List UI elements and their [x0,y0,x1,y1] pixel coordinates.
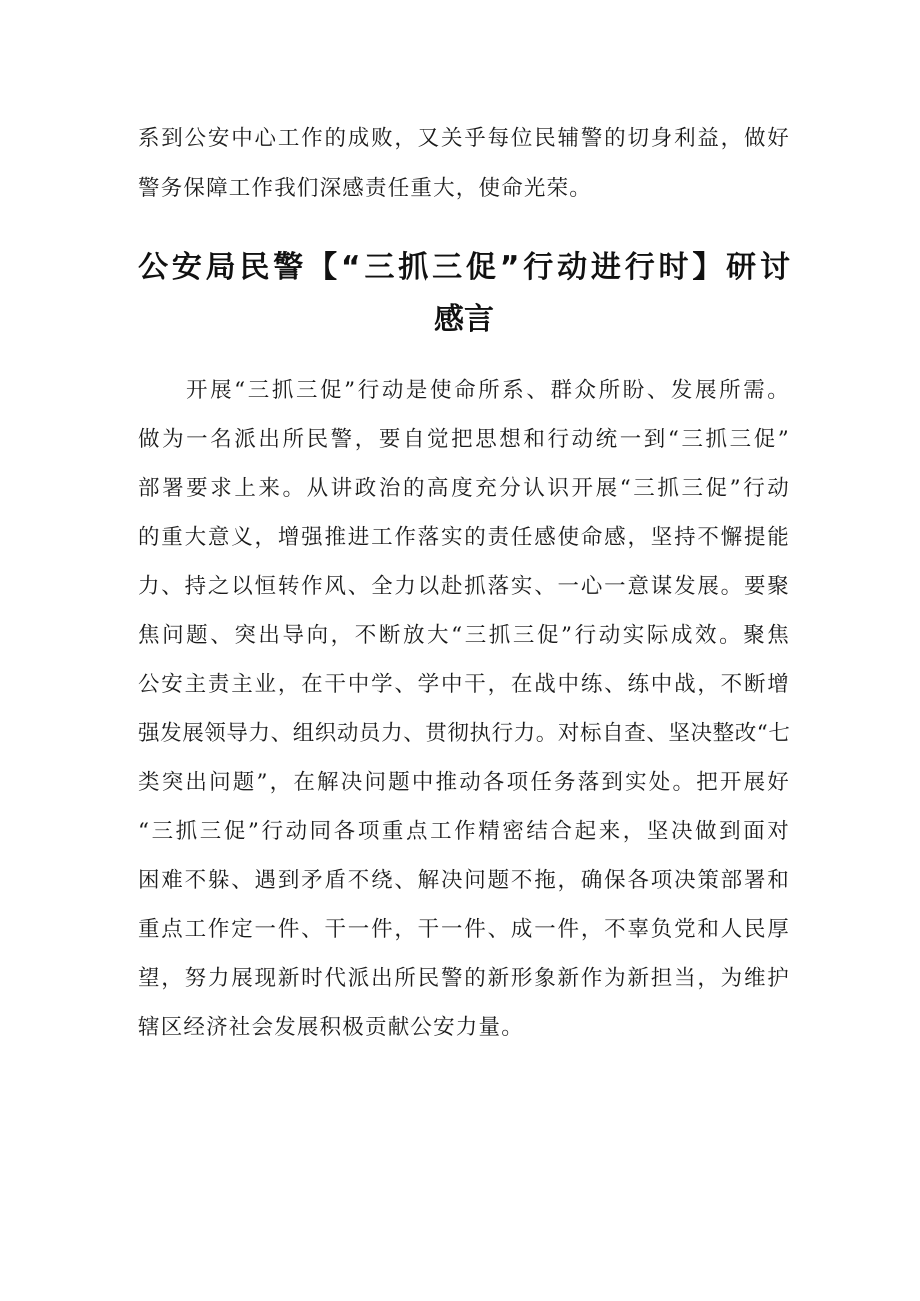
body-line-2: 做为一名派出所民警，要自觉把思想和行动统一到“三抓三促” [138,427,790,452]
body-line-6: 焦问题、突出导向，不断放大“三抓三促”行动实际成效。聚焦 [138,623,790,648]
body-line-8: 强发展领导力、组织动员力、贯彻执行力。对标自查、坚决整改“七 [138,721,791,746]
body-line-3: 部署要求上来。从讲政治的高度充分认识开展“三抓三促”行动 [138,476,790,501]
body-line-12: 重点工作定一件、干一件，干一件、成一件，不辜负党和人民厚 [138,917,790,942]
body-line-9: 类突出问题”，在解决问题中推动各项任务落到实处。把开展好 [138,770,790,795]
article-title-line-1: 公安局民警【“三抓三促”行动进行时】研讨 [138,250,790,285]
body-line-11: 困难不躲、遇到矛盾不绕、解决问题不拖，确保各项决策部署和 [138,868,790,893]
body-line-5: 力、持之以恒转作风、全力以赴抓落实、一心一意谋发展。要聚 [138,574,790,599]
intro-line-2: 警务保障工作我们深感责任重大，使命光荣。 [138,176,593,201]
body-line-4: 的重大意义，增强推进工作落实的责任感使命感，坚持不懈提能 [138,525,790,550]
body-line-10: “三抓三促”行动同各项重点工作精密结合起来，坚决做到面对 [138,819,790,844]
body-line-13: 望，努力展现新时代派出所民警的新形象新作为新担当，为维护 [138,966,790,991]
body-line-1: 开展“三抓三促”行动是使命所系、群众所盼、发展所需。 [186,378,790,403]
body-line-7: 公安主责主业，在干中学、学中干，在战中练、练中战，不断增 [138,672,790,697]
body-line-14: 辖区经济社会发展积极贡献公安力量。 [138,1015,524,1040]
article-title-line-2: 感言 [434,302,494,337]
intro-line-1: 系到公安中心工作的成败，又关乎每位民辅警的切身利益，做好 [138,126,790,151]
